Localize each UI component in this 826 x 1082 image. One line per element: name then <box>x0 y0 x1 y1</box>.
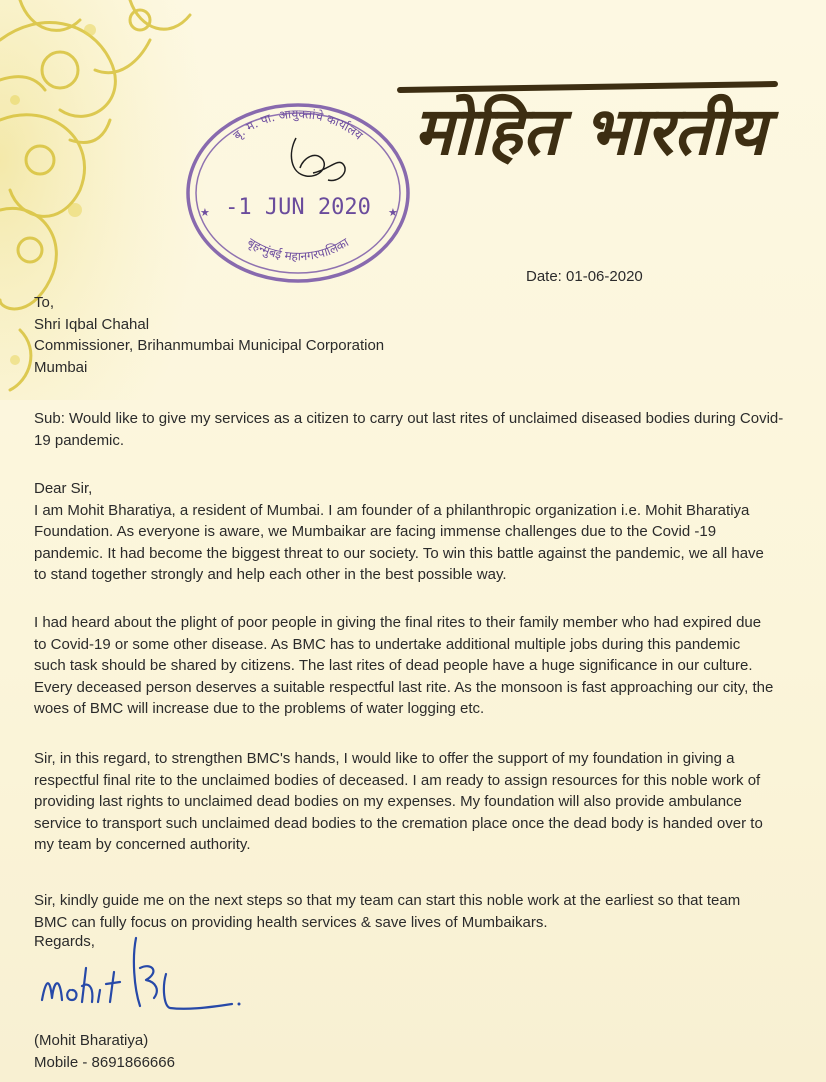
letter-date: Date: 01-06-2020 <box>526 268 643 285</box>
bmc-stamp <box>178 98 418 288</box>
stamp-bottom-text: बृहन्मुंबई महानगरपालिका <box>244 235 352 264</box>
body-line: pandemic. It had become the biggest threat to our society. To win this battle against the pandemic, we all have <box>34 544 764 562</box>
body-line: I had heard about the plight of poor people in giving the final rites to their family member who had expired due <box>34 614 762 631</box>
recipient-address <box>34 292 809 378</box>
body-line: I am Mohit Bharatiya, a resident of Mumbai. I am founder of a philanthropic organization i.e. Mohit Bharatiya <box>34 501 750 519</box>
body-line: my team by concerned authority. <box>34 836 251 853</box>
stamp-date: -1 JUN 2020 <box>225 195 371 220</box>
paragraph-introduction <box>34 478 809 586</box>
body-line: to Covid-19 or some other disease. As BMC has to undertake additional multiple jobs during this pandemic <box>34 635 741 653</box>
subject-line <box>34 408 809 451</box>
address-line: Commissioner, Brihanmumbai Municipal Corporation <box>34 337 385 354</box>
stamp-star-right: ★ <box>388 206 398 219</box>
body-line: Sir, kindly guide me on the next steps so that my team can start this noble work at the earliest so that team <box>34 892 741 909</box>
body-line: Sir, in this regard, to strengthen BMC's hands, I would like to offer the support of my foundation in giving a <box>34 750 735 767</box>
body-line: such task should be shared by citizens. The last rites of dead people have a huge significance in our culture. <box>34 657 753 674</box>
closing-block <box>34 1030 175 1074</box>
body-line: woes of BMC will increase due to the problems of water logging etc. <box>34 700 485 717</box>
address-line: To, <box>34 294 55 311</box>
address-line: Shri Iqbal Chahal <box>34 315 150 333</box>
body-line: service to transport such unclaimed dead bodies to the cremation place once the dead body is handed over to <box>34 814 763 832</box>
subject-text: Sub: Would like to give my services as a citizen to carry out last rites of unclaimed diseased bodies during Covid- <box>34 410 784 427</box>
paragraph-plight <box>34 612 809 720</box>
salutation: Dear Sir, <box>34 480 93 497</box>
sender-name: (Mohit Bharatiya) <box>34 1032 149 1049</box>
stamp-star-left: ★ <box>200 206 210 219</box>
paragraph-request <box>34 890 809 933</box>
body-line: respectful final rite to the unclaimed bodies of deceased. I am ready to assign resources for this noble work of <box>34 771 761 789</box>
stamp-top-text: बृ. म. पा. आयुक्तांचे कार्यालय <box>230 106 366 143</box>
address-line: Mumbai <box>34 358 88 376</box>
stamp-initials <box>291 138 345 181</box>
regards: Regards, <box>34 933 95 950</box>
body-line: to stand together strongly and help each other in the best possible way. <box>34 566 507 583</box>
sender-mobile: Mobile - 8691866666 <box>34 1054 175 1071</box>
body-line: BMC can fully focus on providing health services & save lives of Mumbaikars. <box>34 913 548 931</box>
letterhead-logo <box>390 62 790 182</box>
body-line: providing last rights to unclaimed dead bodies on my expenses. My foundation will also provide ambulance <box>34 793 742 810</box>
handwritten-signature <box>36 928 246 1023</box>
body-line: Foundation. As everyone is aware, we Mumbaikar are facing immense challenges due to the Covid -19 <box>34 523 717 540</box>
subject-text: 19 pandemic. <box>34 431 125 449</box>
logo-text: मोहित भारतीय <box>413 93 767 170</box>
body-line: Every deceased person deserves a suitable respectful last rite. As the monsoon is fast approaching our city, the <box>34 678 774 696</box>
paragraph-offer <box>34 748 809 856</box>
